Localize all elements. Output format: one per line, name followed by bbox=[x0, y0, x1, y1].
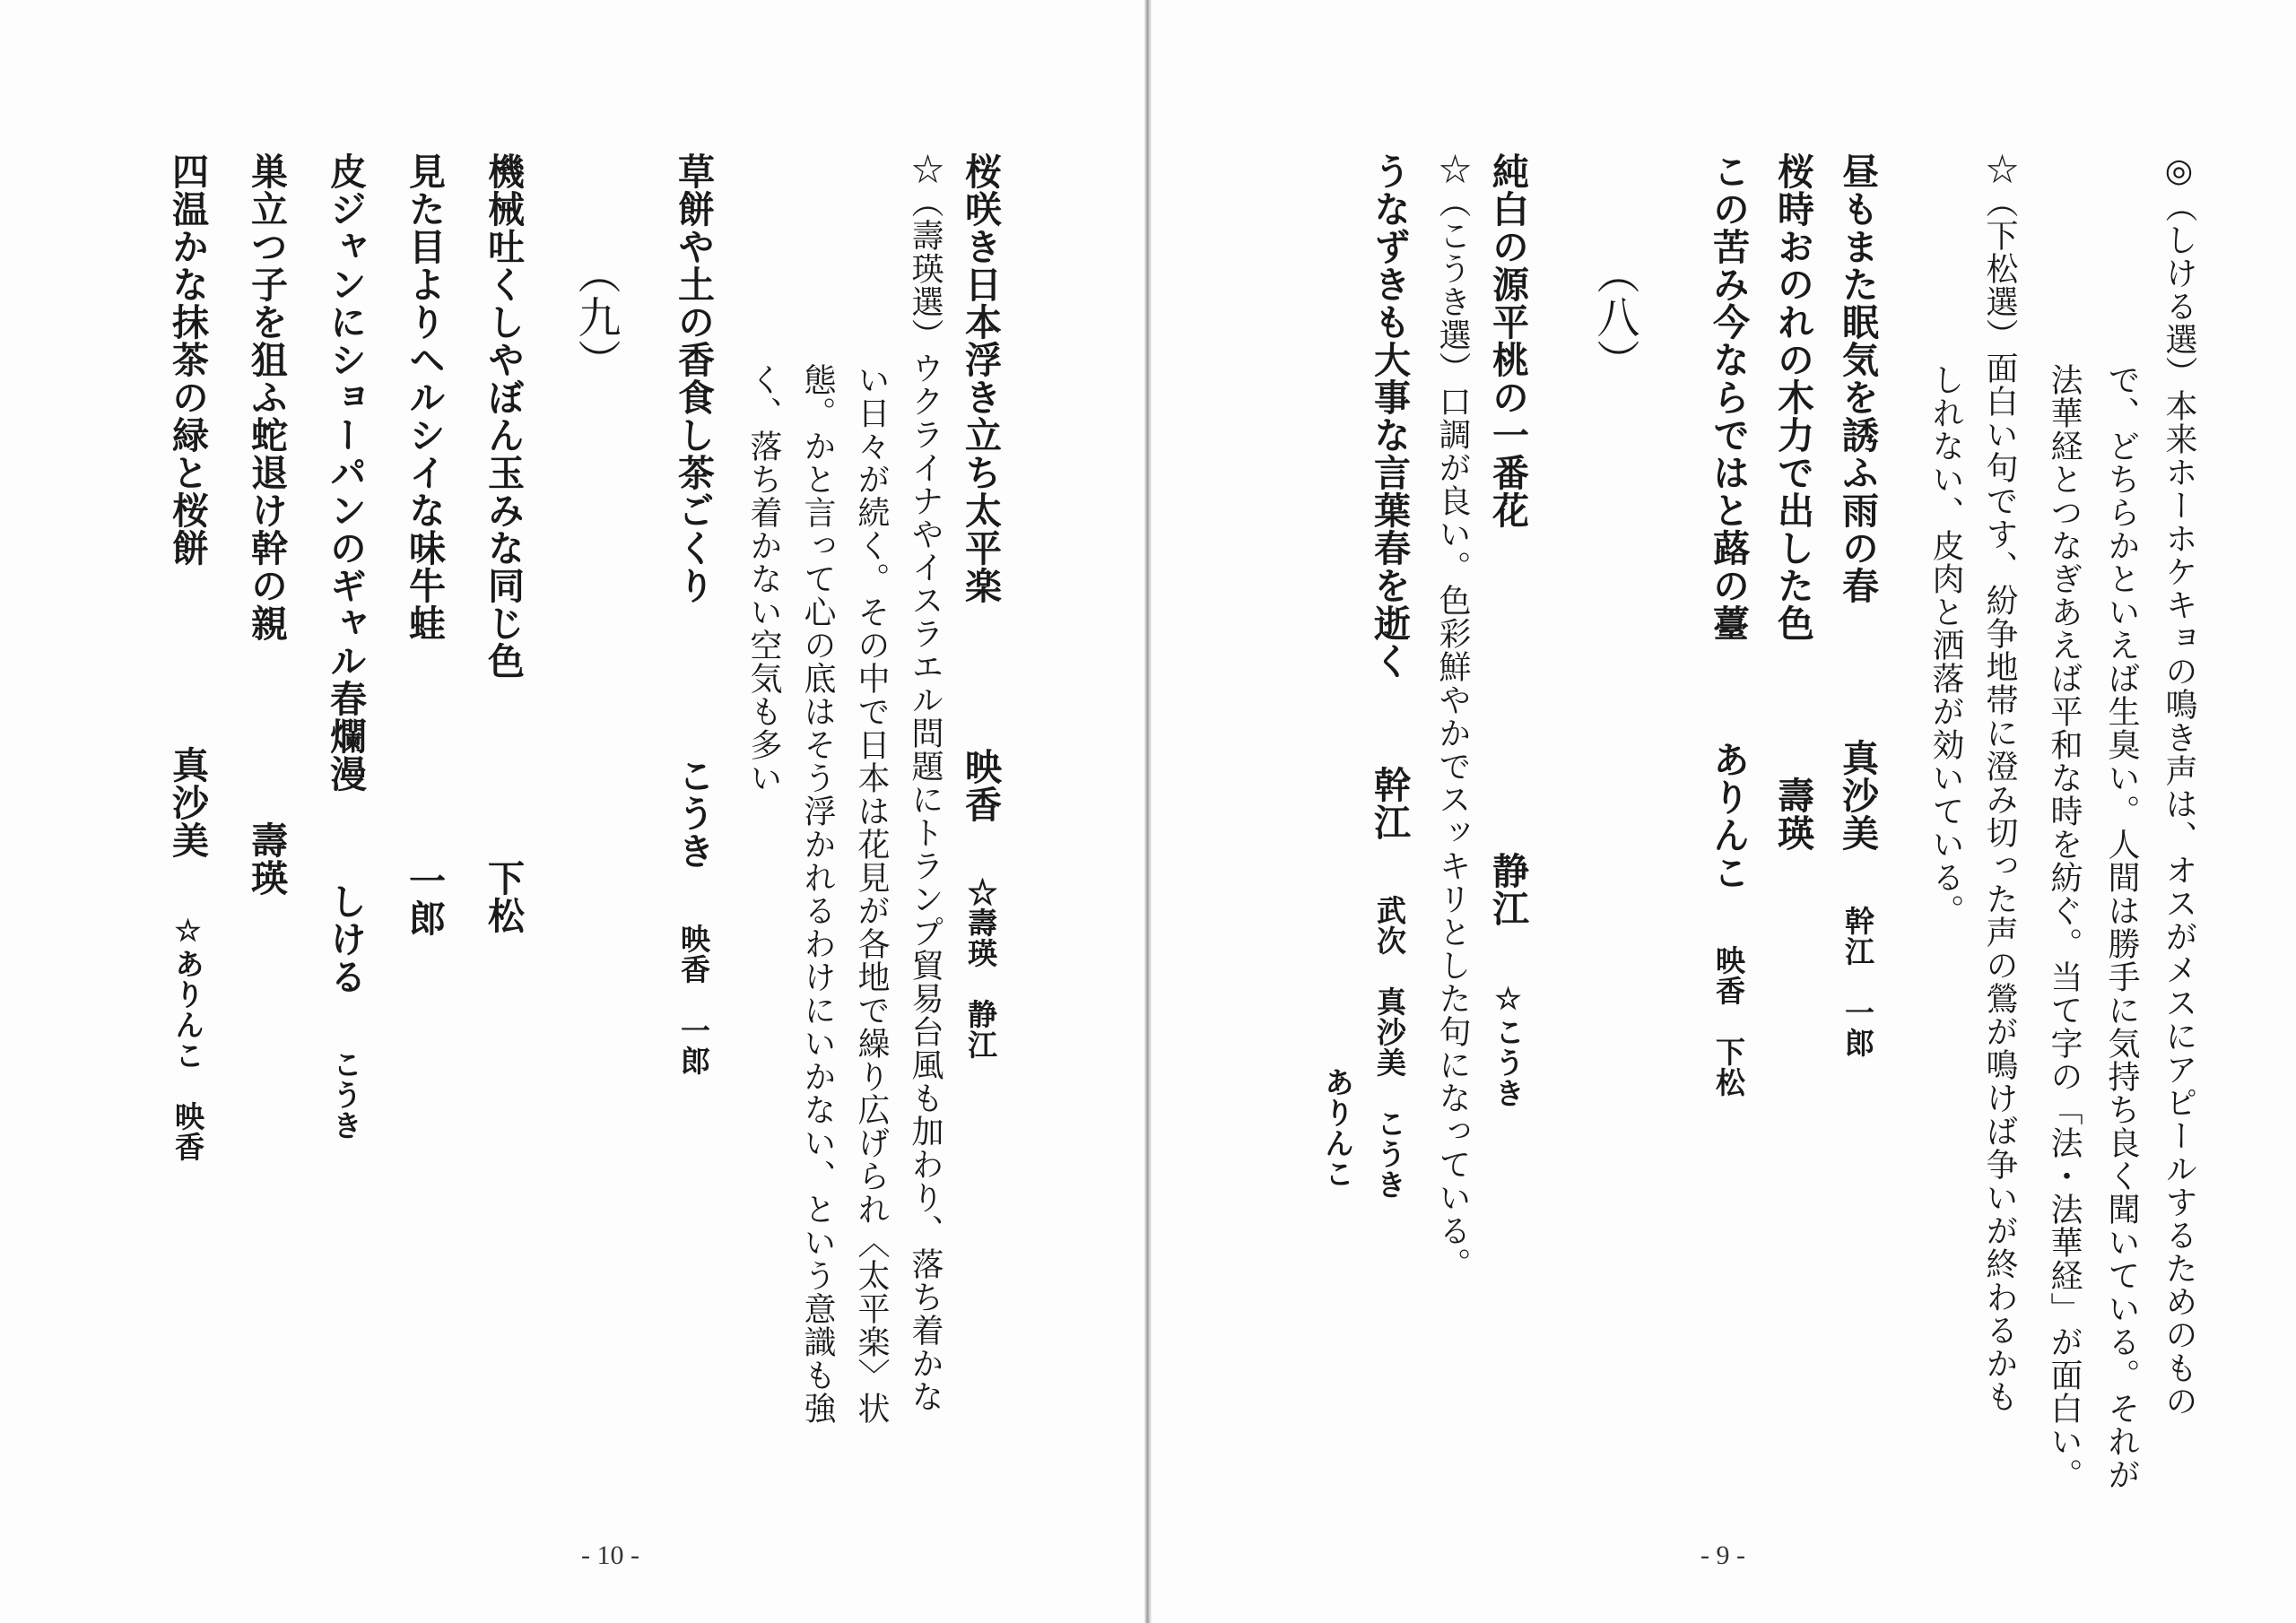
commentary-text: 口調が良い。色彩鮮やかでスッキリとした句になっている。 bbox=[1434, 385, 1471, 1280]
haiku-author: 真沙美 bbox=[1836, 739, 1879, 852]
haiku-votes: ☆こうき bbox=[1491, 981, 1526, 1108]
page-number: - 9 - bbox=[1700, 1541, 1745, 1570]
page-10 bbox=[0, 0, 1144, 1623]
commentary-prefix: ☆（下松選） bbox=[1981, 152, 2018, 352]
commentary-line bbox=[2047, 363, 2082, 1491]
haiku-entry bbox=[672, 152, 715, 1076]
haiku-votes-continued bbox=[1320, 1067, 1355, 1189]
haiku-votes: ☆壽瑛 静江 bbox=[963, 877, 998, 1060]
haiku-votes: ありんこ bbox=[1320, 1067, 1355, 1189]
section-number: （八） bbox=[1589, 251, 1639, 383]
section-number: （九） bbox=[570, 251, 621, 383]
haiku-entry bbox=[482, 152, 525, 934]
commentary-text: で、どちらかといえば生臭い。人間は勝手に気持ち良く聞いている。それが bbox=[2103, 363, 2140, 1491]
haiku-entry bbox=[324, 152, 367, 1141]
haiku-author: 静江 bbox=[1486, 852, 1529, 927]
commentary-text: い日々が続く。その中で日本は花見が各地で繰り広げられ〈太平楽〉状 bbox=[853, 363, 890, 1425]
commentary-text: しれない、皮肉と洒落が効いている。 bbox=[1927, 363, 1964, 927]
haiku-entry bbox=[166, 152, 209, 1162]
commentary-line bbox=[1982, 152, 2017, 1413]
haiku-author: 映香 bbox=[959, 748, 1002, 823]
book-gutter bbox=[1144, 0, 1152, 1623]
haiku-entry bbox=[1836, 152, 1879, 1058]
commentary-text: 態。かと言って心の底はそう浮かれるわけにいかない、という意識も強 bbox=[799, 363, 836, 1425]
page-number: - 10 - bbox=[581, 1541, 639, 1570]
haiku-author: 真沙美 bbox=[166, 746, 209, 859]
haiku-entry bbox=[1486, 152, 1529, 1108]
haiku-author: こうき bbox=[672, 757, 715, 870]
haiku-entry bbox=[959, 152, 1002, 1060]
section-heading bbox=[1589, 251, 1639, 383]
commentary-text: く、落ち着かない空気も多い bbox=[745, 363, 782, 794]
haiku-entry bbox=[245, 152, 288, 897]
haiku-text: 桜時おのれの木力で出した色 bbox=[1771, 152, 1814, 642]
haiku-votes: ☆ありんこ 映香 bbox=[170, 913, 205, 1162]
haiku-votes: こうき bbox=[328, 1049, 363, 1141]
haiku-votes: 映香 下松 bbox=[1711, 945, 1746, 1098]
commentary-prefix: ◎（しける選） bbox=[2161, 152, 2197, 389]
haiku-author: 幹江 bbox=[1368, 766, 1411, 841]
haiku-text: 見た目よりヘルシイな味牛蛙 bbox=[403, 152, 446, 642]
haiku-text: うなずきも大事な言葉春を逝く bbox=[1368, 152, 1411, 680]
haiku-text: 純白の源平桃の一番花 bbox=[1486, 152, 1529, 529]
commentary-line bbox=[800, 363, 835, 1425]
commentary-line bbox=[908, 152, 943, 1413]
commentary-text: ウクライナやイスラエル問題にトランプ貿易台風も加わり、落ち着かな bbox=[907, 352, 944, 1413]
commentary-prefix: ☆（こうき選） bbox=[1434, 152, 1471, 385]
haiku-text: この苦み今ならではと蕗の薹 bbox=[1707, 152, 1750, 642]
haiku-text: 桜咲き日本浮き立ち太平楽 bbox=[959, 152, 1002, 604]
page-9 bbox=[1152, 0, 2296, 1623]
haiku-author: 一郎 bbox=[403, 862, 446, 937]
haiku-text: 昼もまた眠気を誘ふ雨の春 bbox=[1836, 152, 1879, 604]
commentary-line bbox=[2161, 152, 2196, 1418]
haiku-author: ありんこ bbox=[1707, 741, 1750, 891]
haiku-votes: 映香 一郎 bbox=[676, 924, 711, 1076]
commentary-text: 面白い句です、紛争地帯に澄み切った声の鶯が鳴けば争いが終わるかも bbox=[1981, 352, 2018, 1413]
haiku-author: 壽瑛 bbox=[1771, 777, 1814, 852]
haiku-author: しける bbox=[324, 882, 367, 995]
commentary-text: 法華経とつなぎあえば平和な時を紡ぐ。当て字の「法・法華経」が面白い。 bbox=[2046, 363, 2083, 1491]
haiku-author: 壽瑛 bbox=[245, 821, 288, 897]
haiku-text: 草餅や土の香食し茶ごくり bbox=[672, 152, 715, 604]
commentary-text: 本来ホーホケキョの鳴き声は、オスがメスにアピールするためのもの bbox=[2161, 389, 2197, 1418]
section-heading bbox=[570, 251, 621, 383]
commentary-line bbox=[854, 363, 889, 1425]
haiku-text: 巣立つ子を狙ふ蛇退け幹の親 bbox=[245, 152, 288, 642]
haiku-text: 機械吐くしやぼん玉みな同じ色 bbox=[482, 152, 525, 680]
haiku-text: 四温かな抹茶の緑と桜餅 bbox=[166, 152, 209, 567]
commentary-prefix: ☆（壽瑛選） bbox=[907, 152, 944, 352]
commentary-line bbox=[746, 363, 781, 794]
haiku-votes: 幹江 一郎 bbox=[1840, 906, 1875, 1058]
commentary-line bbox=[1928, 363, 1963, 927]
haiku-votes: 武次 真沙美 こうき bbox=[1372, 895, 1407, 1200]
haiku-entry bbox=[1368, 152, 1411, 1200]
haiku-text: 皮ジャンにショーパンのギャル春爛漫 bbox=[324, 152, 367, 793]
commentary-line bbox=[2104, 363, 2139, 1491]
haiku-entry bbox=[403, 152, 446, 937]
commentary-line bbox=[1435, 152, 1470, 1280]
haiku-author: 下松 bbox=[482, 859, 525, 934]
haiku-entry bbox=[1771, 152, 1814, 852]
haiku-entry bbox=[1707, 152, 1750, 1098]
